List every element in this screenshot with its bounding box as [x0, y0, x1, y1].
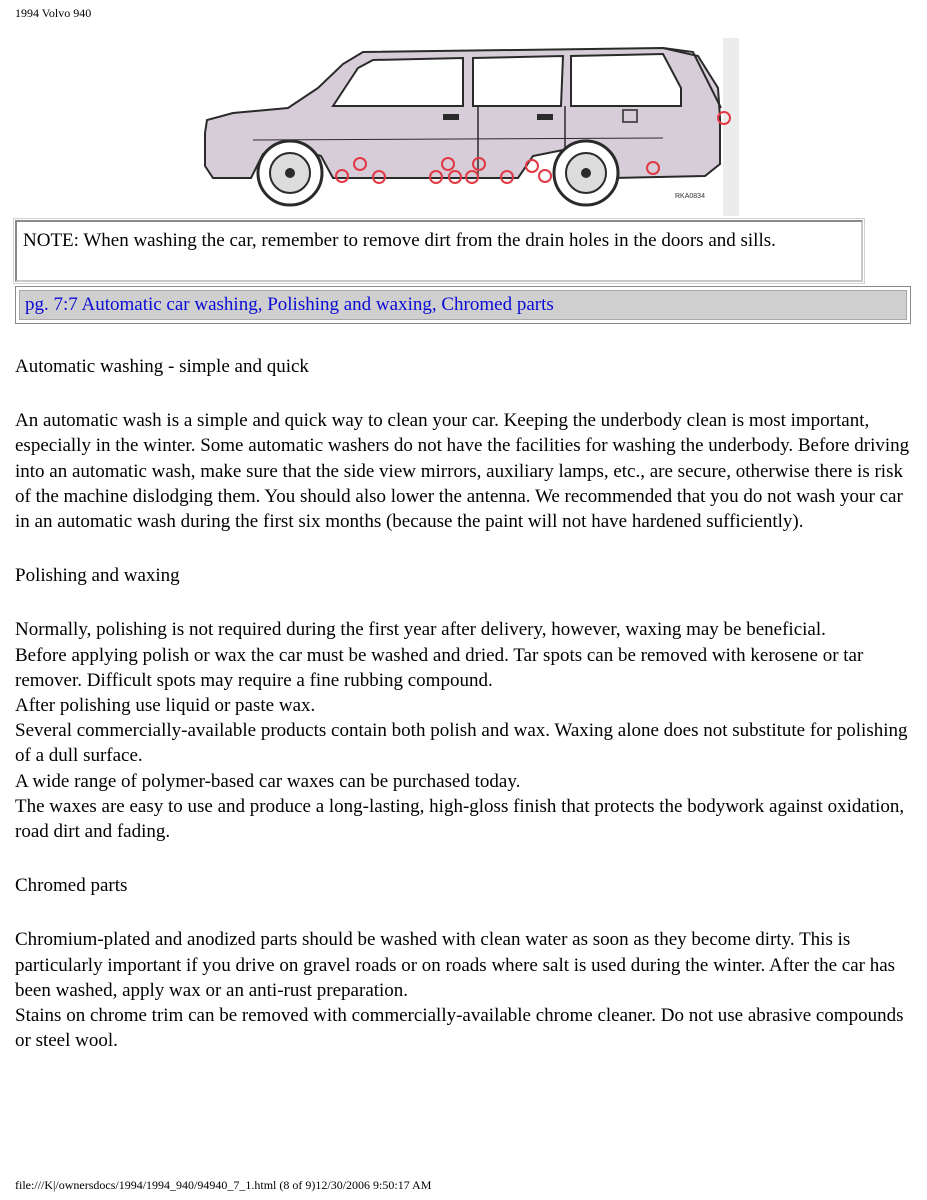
- note-box: NOTE: When washing the car, remember to remove dirt from the drain holes in the doors and sills.: [15, 220, 863, 282]
- polishing-line: The waxes are easy to use and produce a long-lasting, high-gloss finish that protects the bodywork against oxidation, road dirt and fading.: [15, 795, 905, 843]
- main-content: [15, 354, 915, 1053]
- chrome-line: Stains on chrome trim can be removed with commercially-available chrome cleaner. Do not use abrasive compounds or steel wool.: [15, 1005, 904, 1052]
- section-link[interactable]: pg. 7:7 Automatic car washing, Polishing and waxing, Chromed parts: [25, 294, 554, 315]
- polishing-line: Before applying polish or wax the car must be washed and dried. Tar spots can be removed with kerosene or tar remover. Difficult spots may require a fine rubbing compound.: [15, 644, 864, 691]
- car-illustration-svg: [193, 38, 741, 218]
- heading-automatic-washing: Automatic washing - simple and quick: [15, 356, 309, 377]
- polishing-line: A wide range of polymer-based car waxes can be purchased today.: [15, 770, 521, 792]
- polishing-line: Several commercially-available products contain both polish and wax. Waxing alone does not substitute for polishing of a dull surface.: [15, 720, 908, 767]
- chrome-block: [15, 927, 915, 1053]
- side-cargo-window: [571, 54, 681, 106]
- chrome-line: Chromium-plated and anodized parts should be washed with clean water as soon as they become dirty. This is particularly important if you drive on gravel roads or on roads where salt is used during the winter. After the car has been washed, apply wax or an anti-rust preparation.: [15, 929, 896, 1001]
- heading-polishing-waxing: Polishing and waxing: [15, 565, 180, 587]
- document-header: 1994 Volvo 940: [15, 6, 92, 20]
- nav-bar: [19, 290, 907, 320]
- polishing-block: [15, 617, 915, 844]
- heading-chromed-parts: Chromed parts: [15, 875, 128, 897]
- nav-box: [15, 286, 911, 324]
- polishing-line: After polishing use liquid or paste wax.: [15, 695, 316, 717]
- figure-code: RKA0834: [675, 193, 705, 200]
- polishing-line: Normally, polishing is not required during the first year after delivery, however, waxing may be beneficial.: [15, 619, 826, 641]
- paragraph-automatic-washing: An automatic wash is a simple and quick way to clean your car. Keeping the underbody clean is most important, especially in the winter. Some automatic washers do not have the facilities for washing the underbody. Before driving into an automatic wash, make sure that the side view mirrors, auxiliary lamps, etc., are secure, otherwise there is risk of the machine dislodging them. You should also lower the antenna. We recommended that you do not wash your car in an automatic wash during the first six months (because the paint will not have hardened sufficiently).: [15, 410, 910, 533]
- car-drain-holes-illustration: [193, 38, 741, 218]
- file-path-footer: file:///K|/ownersdocs/1994/1994_940/94940_7_1.html (8 of 9)12/30/2006 9:50:17 AM: [15, 1178, 432, 1192]
- rear-window: [473, 56, 563, 106]
